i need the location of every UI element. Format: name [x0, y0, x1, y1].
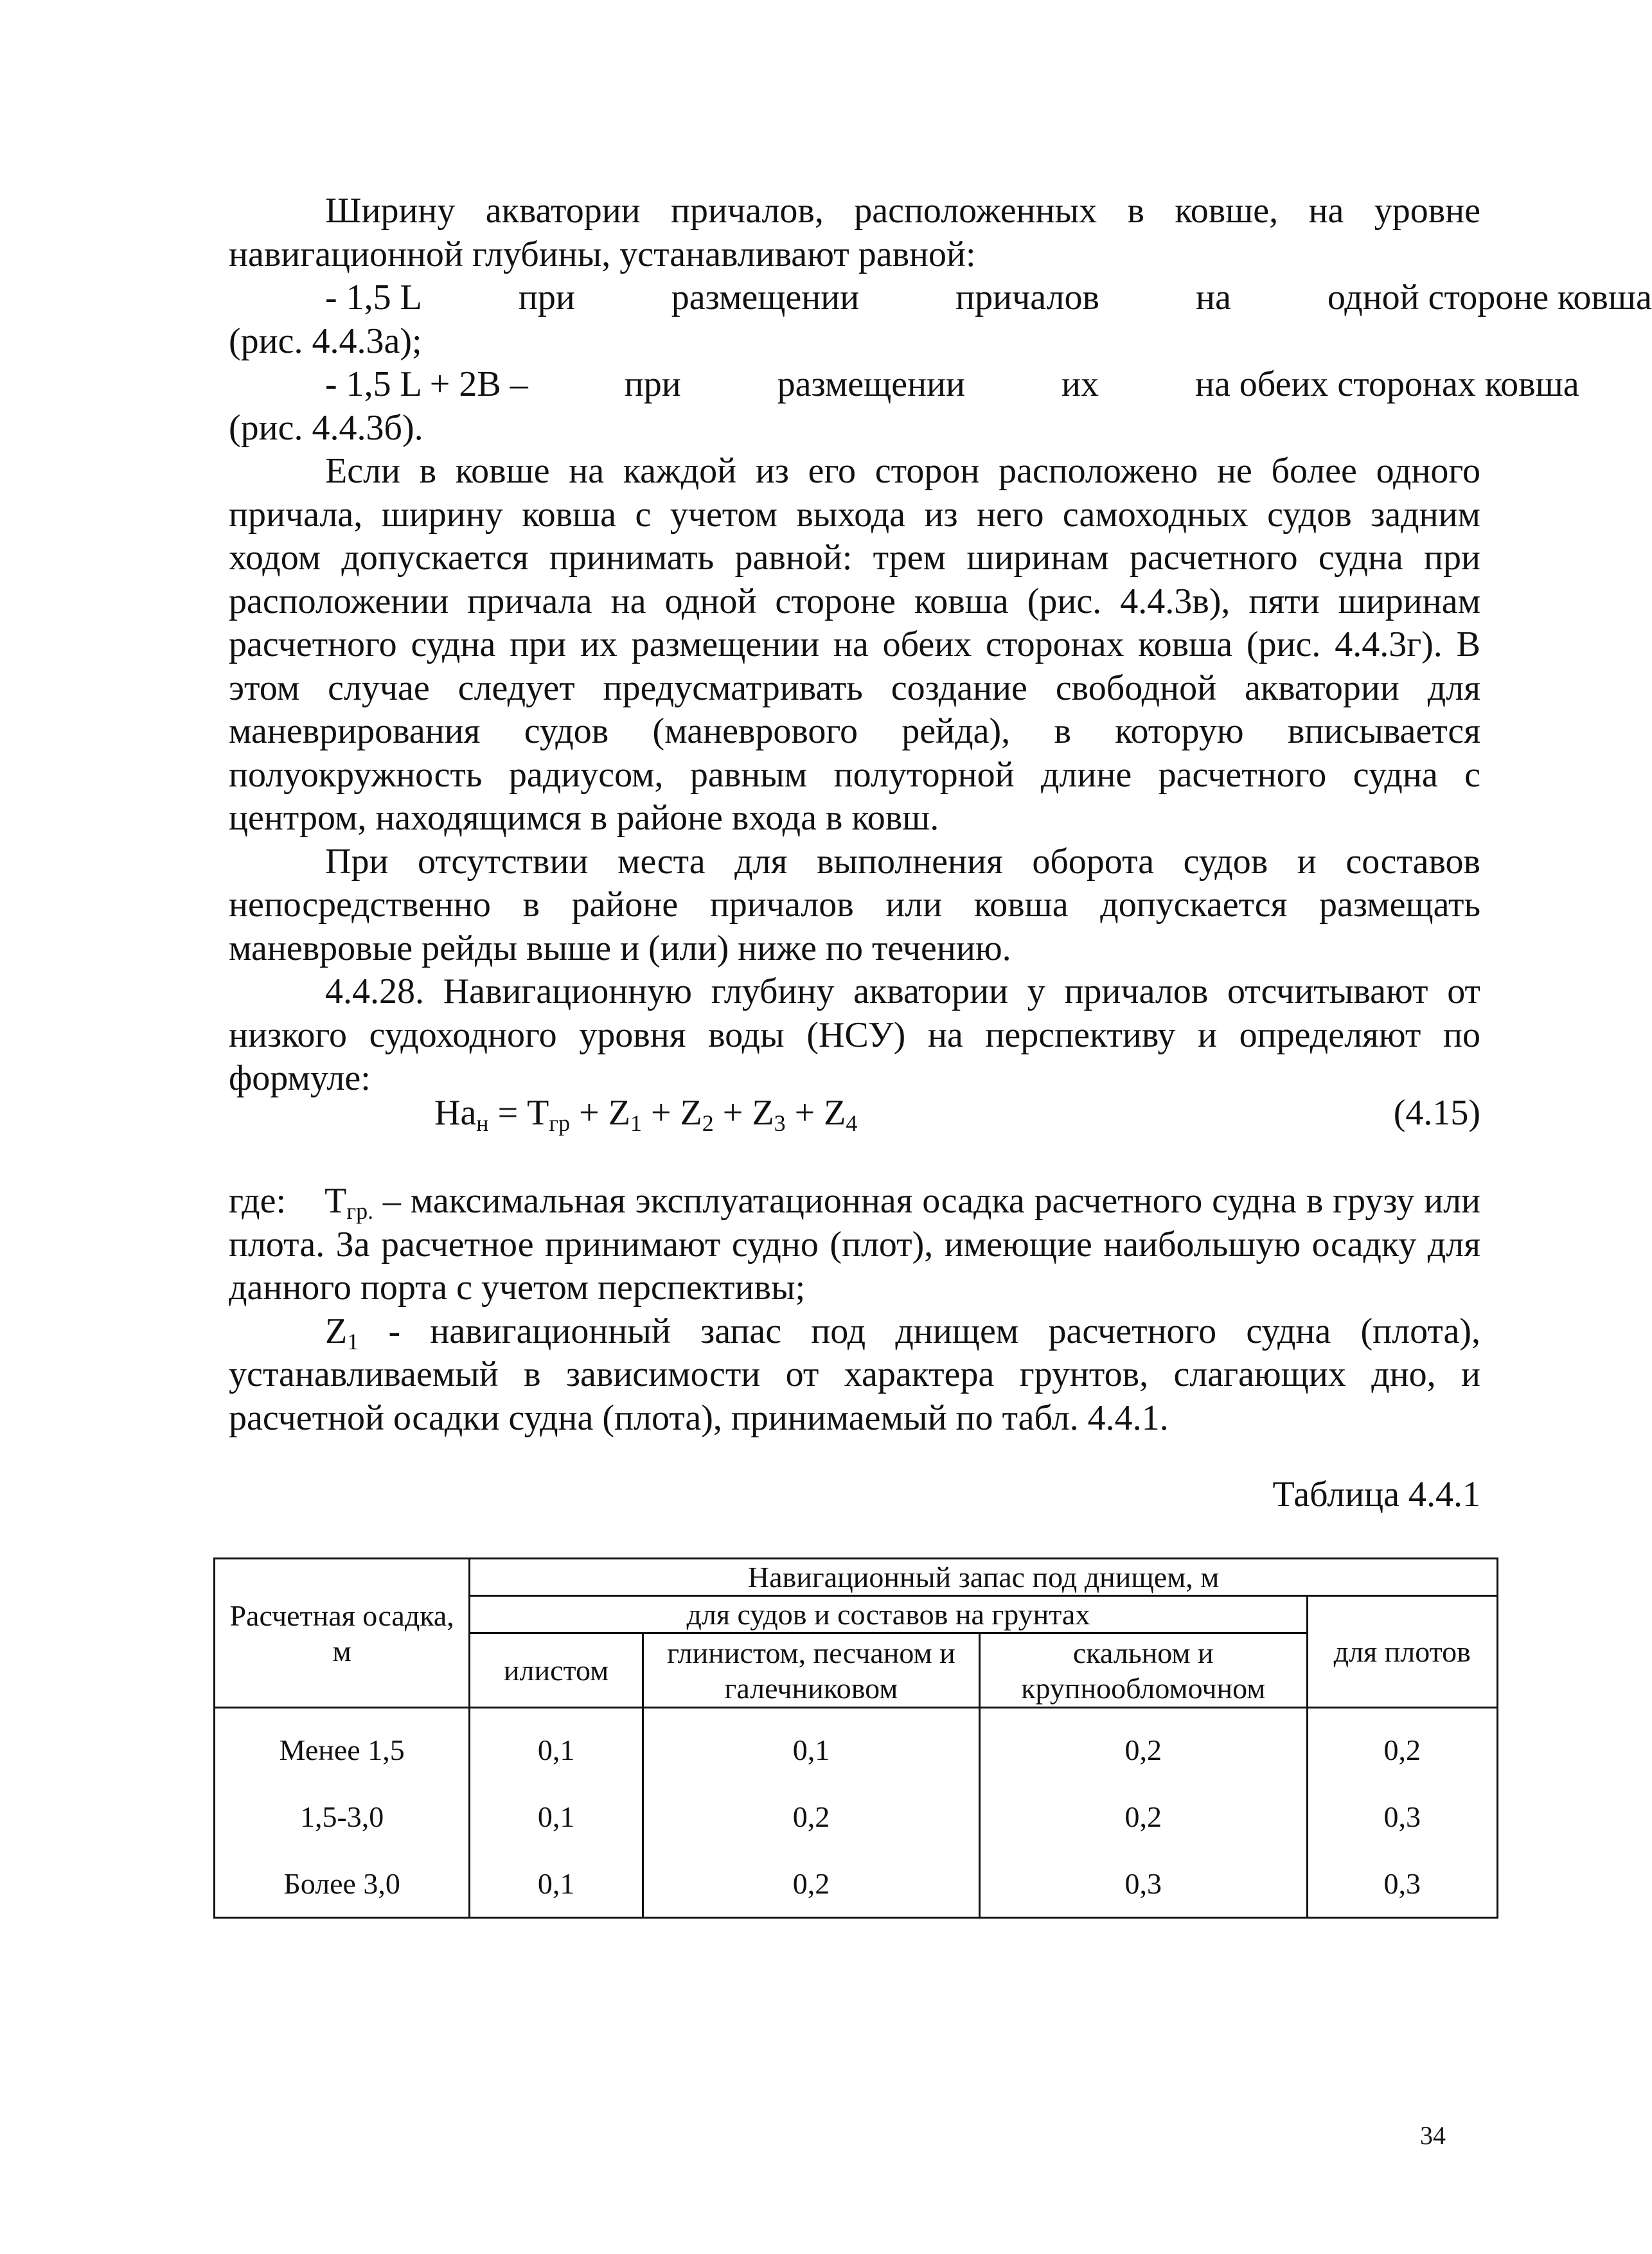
header-rafts: для плотов: [1307, 1596, 1497, 1708]
table-caption: Таблица 4.4.1: [1272, 1475, 1480, 1514]
definitions: [229, 1180, 1480, 1440]
formula-4-15: [229, 1092, 1480, 1137]
list-item-both-sides-ref: (рис. 4.4.3б).: [229, 407, 423, 448]
header-vessels-soils: для судов и составов на грунтах: [470, 1596, 1307, 1633]
table-row: Менее 1,5 0,1 0,1 0,2 0,2: [215, 1708, 1498, 1784]
paragraph-basin-width: Если в ковше на каждой из его сторон расположено не более одного причала, ширину ковша с учетом выхода из него самоходных судов задним ходом допускается принимать равной: трем ширинам расчетного судна при расположении причала на одной стороне ковша (рис. 4.4.3в), пяти ширинам расчетного судна при их размещении на обеих сторонах ковша (рис. 4.4.3г). В этом случае следует предусматривать создание свободной акватории для маневрирования судов (маневрового рейда), в которую вписывается полуокружность радиусом, равным полуторной длине расчетного судна с центром, находящимся в районе входа в ковш.: [229, 451, 1480, 838]
formula-expression: $На_н = Т_{гр} + Z_1 + Z_2 + Z_3 + Z_4$: [434, 1093, 858, 1136]
list-item-one-side: - 1,5 L при размещении причалов на одной стороне ковша: [325, 278, 1652, 317]
table-row: Более 3,0 0,1 0,2 0,3 0,3: [215, 1850, 1498, 1918]
header-silt: илистом: [470, 1633, 643, 1708]
list-item-both-sides: - 1,5 L + 2B – при размещении их на обеих сторонах ковша: [325, 364, 1579, 404]
paragraph-turning-area: При отсутствии места для выполнения оборота судов и составов непосредственно в районе причалов или ковша допускается размещать маневровые рейды выше и (или) ниже по течению.: [229, 841, 1480, 968]
definition-z1: $Z_1$ - навигационный запас под днищем расчетного судна (плота), устанавливаемый в зависимости от характера грунтов, слагающих дно, и расчетной осадки судна (плота), принимаемый по табл. 4.4.1.: [229, 1311, 1480, 1438]
page-number: 34: [1420, 2121, 1446, 2150]
header-clay-sand-gravel: глинистом, песчаном и галечниковом: [643, 1633, 979, 1708]
table-row: 1,5-3,0 0,1 0,2 0,2 0,3: [215, 1783, 1498, 1850]
main-text: [229, 190, 1652, 1101]
formula-number: (4.15): [1393, 1093, 1480, 1133]
header-clearance: Навигационный запас под днищем, м: [470, 1559, 1498, 1596]
definition-t-gr: где: $Т_{гр.}$ – максимальная эксплуатационная осадка расчетного судна в грузу или плота. За расчетное принимают судно (плот), имеющие наибольшую осадку для данного порта с учетом перспективы;: [229, 1181, 1480, 1308]
clearance-table: [213, 1557, 1498, 1919]
paragraph-berth-width: Ширину акватории причалов, расположенных в ковше, на уровне навигационной глубины, устанавливают равной:: [229, 191, 1480, 274]
header-rock: скальном и крупнообломочном: [979, 1633, 1307, 1708]
header-draft: Расчетная осадка, м: [215, 1559, 470, 1708]
list-item-one-side-ref: (рис. 4.4.3а);: [229, 321, 422, 361]
paragraph-section-4-4-28: 4.4.28. Навигационную глубину акватории у причалов отсчитывают от низкого судоходного уровня воды (НСУ) на перспективу и определяют по формуле:: [229, 972, 1480, 1098]
